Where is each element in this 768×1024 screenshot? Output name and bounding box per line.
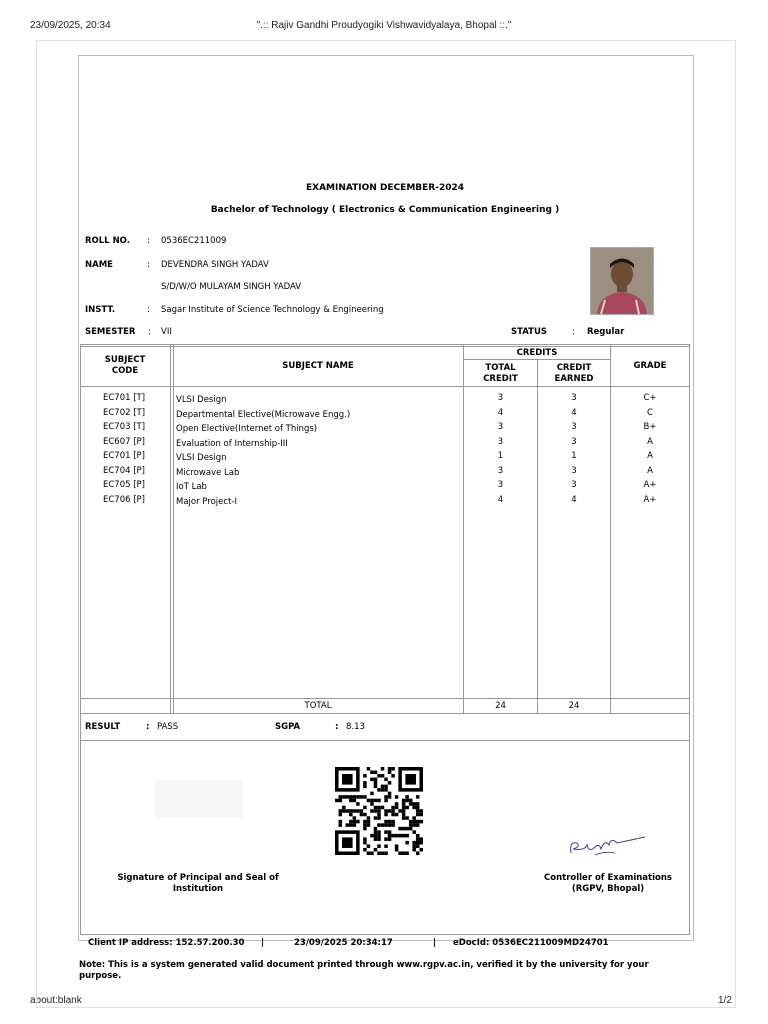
edoc-id: eDocId: 0536EC211009MD24701 xyxy=(453,938,609,948)
subject-code: EC701 [T] xyxy=(103,393,146,403)
institute-value: Sagar Institute of Science Technology & Engineering xyxy=(161,305,384,315)
name-label: NAME xyxy=(85,260,113,270)
subject-grade: C+ xyxy=(643,393,657,403)
result-label: RESULT xyxy=(85,722,121,732)
total-earned: 24 xyxy=(568,701,580,711)
subject-name: Open Elective(Internet of Things) xyxy=(176,424,318,434)
table-right-border xyxy=(689,344,690,934)
subject-credit-earned: 3 xyxy=(571,480,577,490)
qr-code xyxy=(335,766,423,856)
header-credit-earned: CREDIT EARNED xyxy=(554,363,594,384)
footer-datetime: 23/09/2025 20:34:17 xyxy=(294,938,393,948)
client-ip: Client IP address: 152.57.200.30 xyxy=(88,938,245,948)
subject-grade: A xyxy=(647,451,653,461)
subject-grade: C xyxy=(647,407,653,418)
footer-separator-1: | xyxy=(261,938,265,948)
sgpa-label: SGPA xyxy=(275,722,301,732)
status-value: Regular xyxy=(587,327,625,337)
exam-title: EXAMINATION DECEMBER-2024 xyxy=(305,183,464,193)
subject-total-credit: 3 xyxy=(497,422,504,432)
header-bottom-border xyxy=(80,386,690,387)
total-label: TOTAL xyxy=(304,701,332,711)
subject-credit-earned: 4 xyxy=(571,494,577,505)
subject-total-credit: 3 xyxy=(497,465,504,476)
subject-total-credit: 3 xyxy=(497,436,504,447)
subject-name: Evaluation of Internship-III xyxy=(176,438,288,449)
footer-note: Note: This is a system generated valid document printed through www.rgpv.ac.in, verified it by the university for your purpose. xyxy=(79,960,649,981)
total-row-bottom xyxy=(80,713,690,714)
subject-total-credit: 3 xyxy=(497,393,504,403)
status-label: STATUS xyxy=(511,327,548,337)
table-left-border xyxy=(80,344,81,934)
subject-name: Departmental Elective(Microwave Engg.) xyxy=(176,409,351,420)
subject-code: EC706 [P] xyxy=(103,494,145,505)
subject-code: EC607 [P] xyxy=(103,436,145,447)
print-page-title: ".:: Rajiv Gandhi Proudyogiki Vishwavidyalaya, Bhopal ::." xyxy=(256,20,512,31)
controller-signature xyxy=(565,833,650,861)
subject-credit-earned: 3 xyxy=(571,436,577,447)
subject-total-credit: 1 xyxy=(497,451,504,461)
controller-caption: Controller of Examinations (RGPV, Bhopal) xyxy=(544,873,672,894)
col-divider-code xyxy=(170,344,171,713)
table-top-border xyxy=(80,344,690,345)
parent-value: S/D/W/O MULAYAM SINGH YADAV xyxy=(161,282,302,292)
roll-colon: : xyxy=(147,236,150,246)
sgpa-colon: : xyxy=(335,722,339,732)
subject-total-credit: 4 xyxy=(497,494,504,505)
subject-credit-earned: 3 xyxy=(571,422,577,432)
status-colon: : xyxy=(572,327,575,337)
subject-name: Microwave Lab xyxy=(176,467,240,478)
subject-name: Major Project-I xyxy=(176,496,237,507)
subject-grade: B+ xyxy=(643,422,657,432)
header-grade: GRADE xyxy=(633,361,667,371)
roll-label: ROLL NO. xyxy=(85,236,130,246)
table-top-border-inner xyxy=(80,346,690,347)
subject-total-credit: 3 xyxy=(497,480,504,490)
sgpa-value: 8.13 xyxy=(346,722,365,732)
signature-box-bottom xyxy=(80,934,690,935)
result-value: PASS xyxy=(157,722,179,732)
subject-grade: A xyxy=(647,436,653,447)
institute-label: INSTT. xyxy=(85,305,116,315)
name-value: DEVENDRA SINGH YADAV xyxy=(161,260,269,270)
subject-name: IoT Lab xyxy=(176,482,207,492)
subject-total-credit: 4 xyxy=(497,407,504,418)
subject-grade: A xyxy=(647,465,653,476)
name-colon: : xyxy=(147,260,150,270)
institute-colon: : xyxy=(147,305,150,315)
principal-signature-caption: Signature of Principal and Seal of Institution xyxy=(117,873,279,894)
student-photo xyxy=(590,247,654,315)
footer-separator-2: | xyxy=(433,938,437,948)
seal-area xyxy=(155,780,243,818)
subject-name: VLSI Design xyxy=(176,395,227,405)
total-row-top xyxy=(80,698,690,699)
header-credits: CREDITS xyxy=(516,348,558,358)
result-colon: : xyxy=(146,722,150,732)
roll-value: 0536EC211009 xyxy=(161,236,227,246)
total-credit: 24 xyxy=(495,701,506,711)
header-subject-name: SUBJECT NAME xyxy=(282,361,354,371)
semester-colon: : xyxy=(148,327,151,337)
subject-code: EC704 [P] xyxy=(103,465,145,476)
subject-code: EC703 [T] xyxy=(103,422,146,432)
subject-credit-earned: 3 xyxy=(571,393,577,403)
subject-name: VLSI Design xyxy=(176,453,227,463)
subject-code: EC705 [P] xyxy=(103,480,145,490)
subject-code: EC701 [P] xyxy=(103,451,145,461)
program-title: Bachelor of Technology ( Electronics & Communication Engineering ) xyxy=(210,205,560,215)
subject-grade: A+ xyxy=(643,480,657,490)
subject-grade: A+ xyxy=(643,494,657,505)
result-row-bottom xyxy=(80,740,690,741)
subject-credit-earned: 1 xyxy=(571,451,577,461)
print-page-number: 1/2 xyxy=(718,995,732,1006)
print-url: about:blank xyxy=(30,995,82,1006)
subject-code: EC702 [T] xyxy=(103,407,146,418)
header-total-credit: TOTAL CREDIT xyxy=(483,363,518,384)
col-divider-code-inner xyxy=(173,344,174,713)
semester-value: VII xyxy=(161,327,172,337)
subject-credit-earned: 4 xyxy=(571,407,577,418)
semester-label: SEMESTER xyxy=(85,327,136,337)
print-datetime: 23/09/2025, 20:34 xyxy=(30,20,111,31)
header-subject-code: SUBJECT CODE xyxy=(104,355,146,376)
subject-credit-earned: 3 xyxy=(571,465,577,476)
